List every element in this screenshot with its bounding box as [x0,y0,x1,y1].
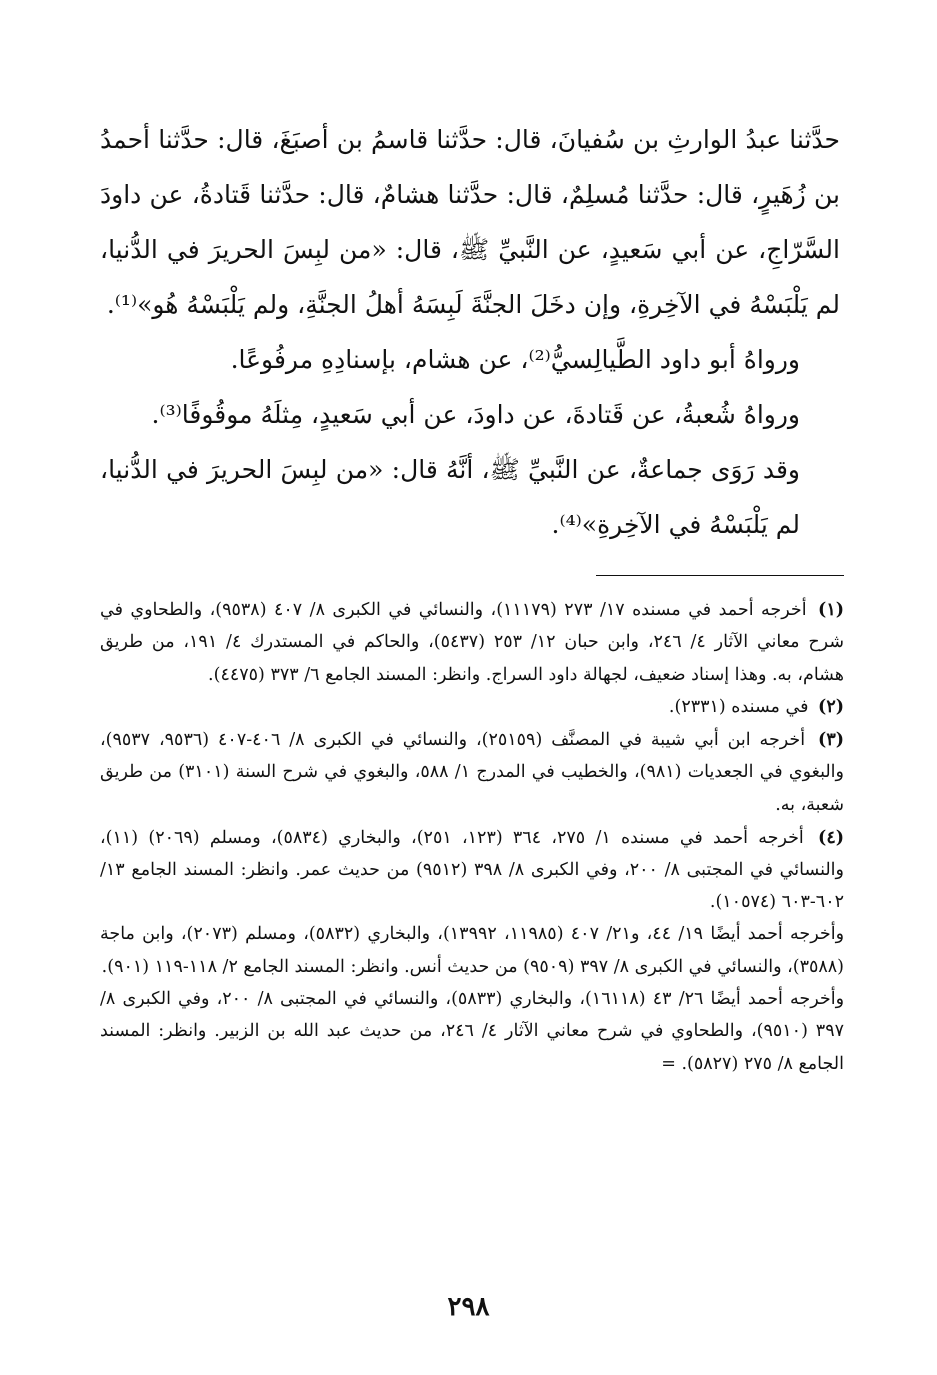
paragraph-hadith-chain: حدَّثنا عبدُ الوارثِ بن سُفيانَ، قال: حدَّثنا قاسمُ بن أصبَغَ، قال: حدَّثنا أحمدُ بن زُهَيرٍ، قال: حدَّثنا مُسلِمٌ، قال: حدَّثنا هشامٌ، قال: حدَّثنا قَتادةُ، عن داودَ السَّرّاجِ، عن أبي سَعيدٍ، عن النَّبيِّ ﷺ، قال: «من لبِسَ الحريرَ في الدُّنيا، لم يَلْبَسْهُ في الآخِرةِ، وإن دخَلَ الجنَّةَ لَبِسَهُ أهلُ الجنَّةِ، ولم يَلْبَسْهُ هُو»⁽¹⁾. [100,125,840,319]
footnote-number: (١) [818,600,844,620]
footnote-number: (٤) [818,827,844,848]
footnote-continuation: وأخرجه أحمد أيضًا ١٩/ ٤٤، و٢١/ ٤٠٧ (١١٩٨٥، ١٣٩٩٢)، والبخاري (٥٨٣٢)، ومسلم (٢٠٧٣)، وابن ماجة (٣٥٨٨)، والنسائي في الكبرى ٨/ ٣٩٧ (٩٥٠٩) من حديث أنس. وانظر: المسند الجامع ٢/ ١١٨-١١٩ (٩٠١). [100,924,845,977]
footnote-number: (٣) [818,730,844,751]
paragraph-shuba: ورواهُ شُعبةُ، عن قَتادةَ، عن داودَ، عن أبي سَعيدٍ، مِثلَهُ موقُوفًا⁽³⁾. [151,400,800,429]
footnote-number: (٢) [818,697,844,718]
footnote-separator [596,575,844,576]
footnote-1 [100,594,844,691]
footnote-text: أخرجه أحمد في مسنده ١/ ٢٧٥، ٣٦٤ (١٢٣، ٢٥١)، والبخاري (٥٨٣٤)، ومسلم (٢٠٦٩) (١١)، والنسائي في المجتبى ٨/ ٢٠٠، وفي الكبرى ٨/ ٣٩٨ (٩٥١٢) من حديث عمر. وانظر: المسند الجامع ١٣/ ٦٠٢-٦٠٣ (١٠٥٧٤). [100,827,844,913]
footnote-text: أخرجه أحمد في مسنده ١٧/ ٢٧٣ (١١١٧٩)، والنسائي في الكبرى ٨/ ٤٠٧ (٩٥٣٨)، والطحاوي في شرح معاني الآثار ٤/ ٢٤٦، وابن حبان ١٢/ ٢٥٣ (٥٤٣٧)، والحاكم في المستدرك ٤/ ١٩١، من طريق هشام، به. وهذا إسناد ضعيف، لجهالة داود السراج. وانظر: المسند الجامع ٦/ ٣٧٣ (٤٤٧٥). [100,600,844,685]
footnote-text: في مسنده (٢٣٣١). [668,697,809,718]
footnotes [100,594,844,1080]
page-number: ٢٩٨ [447,1292,490,1322]
footnote-text: أخرجه ابن أبي شيبة في المصنَّف (٢٥١٥٩)، والنسائي في الكبرى ٨/ ٤٠٦-٤٠٧ (٩٥٣٦، ٩٥٣٧)، والبغوي في الجعديات (٩٨١)، والخطيب في المدرج ١/ ٥٨٨، والبغوي في شرح السنة (٣١٠١) من طريق شعبة، به. [100,730,844,815]
footnote-continuation: وأخرجه أحمد أيضًا ٢٦/ ٤٣ (١٦١١٨)، والبخاري (٥٨٣٣)، والنسائي في المجتبى ٨/ ٢٠٠، وفي الكبرى ٨/ ٣٩٧ (٩٥١٠)، والطحاوي في شرح معاني الآثار ٤/ ٢٤٦، من حديث عبد الله بن الزبير. وانظر: المسند الجامع ٨/ ٢٧٥ (٥٨٢٧). = [100,989,845,1074]
main-text [100,112,840,552]
paragraph-tayalisi: ورواهُ أبو داود الطَّيالِسيُّ⁽²⁾، عن هشام، بإسنادِهِ مرفُوعًا. [230,345,800,374]
footnote-2 [100,691,844,723]
footnote-4 [100,822,844,1080]
footnote-3 [100,724,844,821]
paragraph-jamaa: وقد رَوَى جماعةٌ، عن النَّبيِّ ﷺ، أنَّهُ قال: «من لبِسَ الحريرَ في الدُّنيا، لم يَلْبَسْهُ في الآخِرةِ»⁽⁴⁾. [100,455,800,539]
